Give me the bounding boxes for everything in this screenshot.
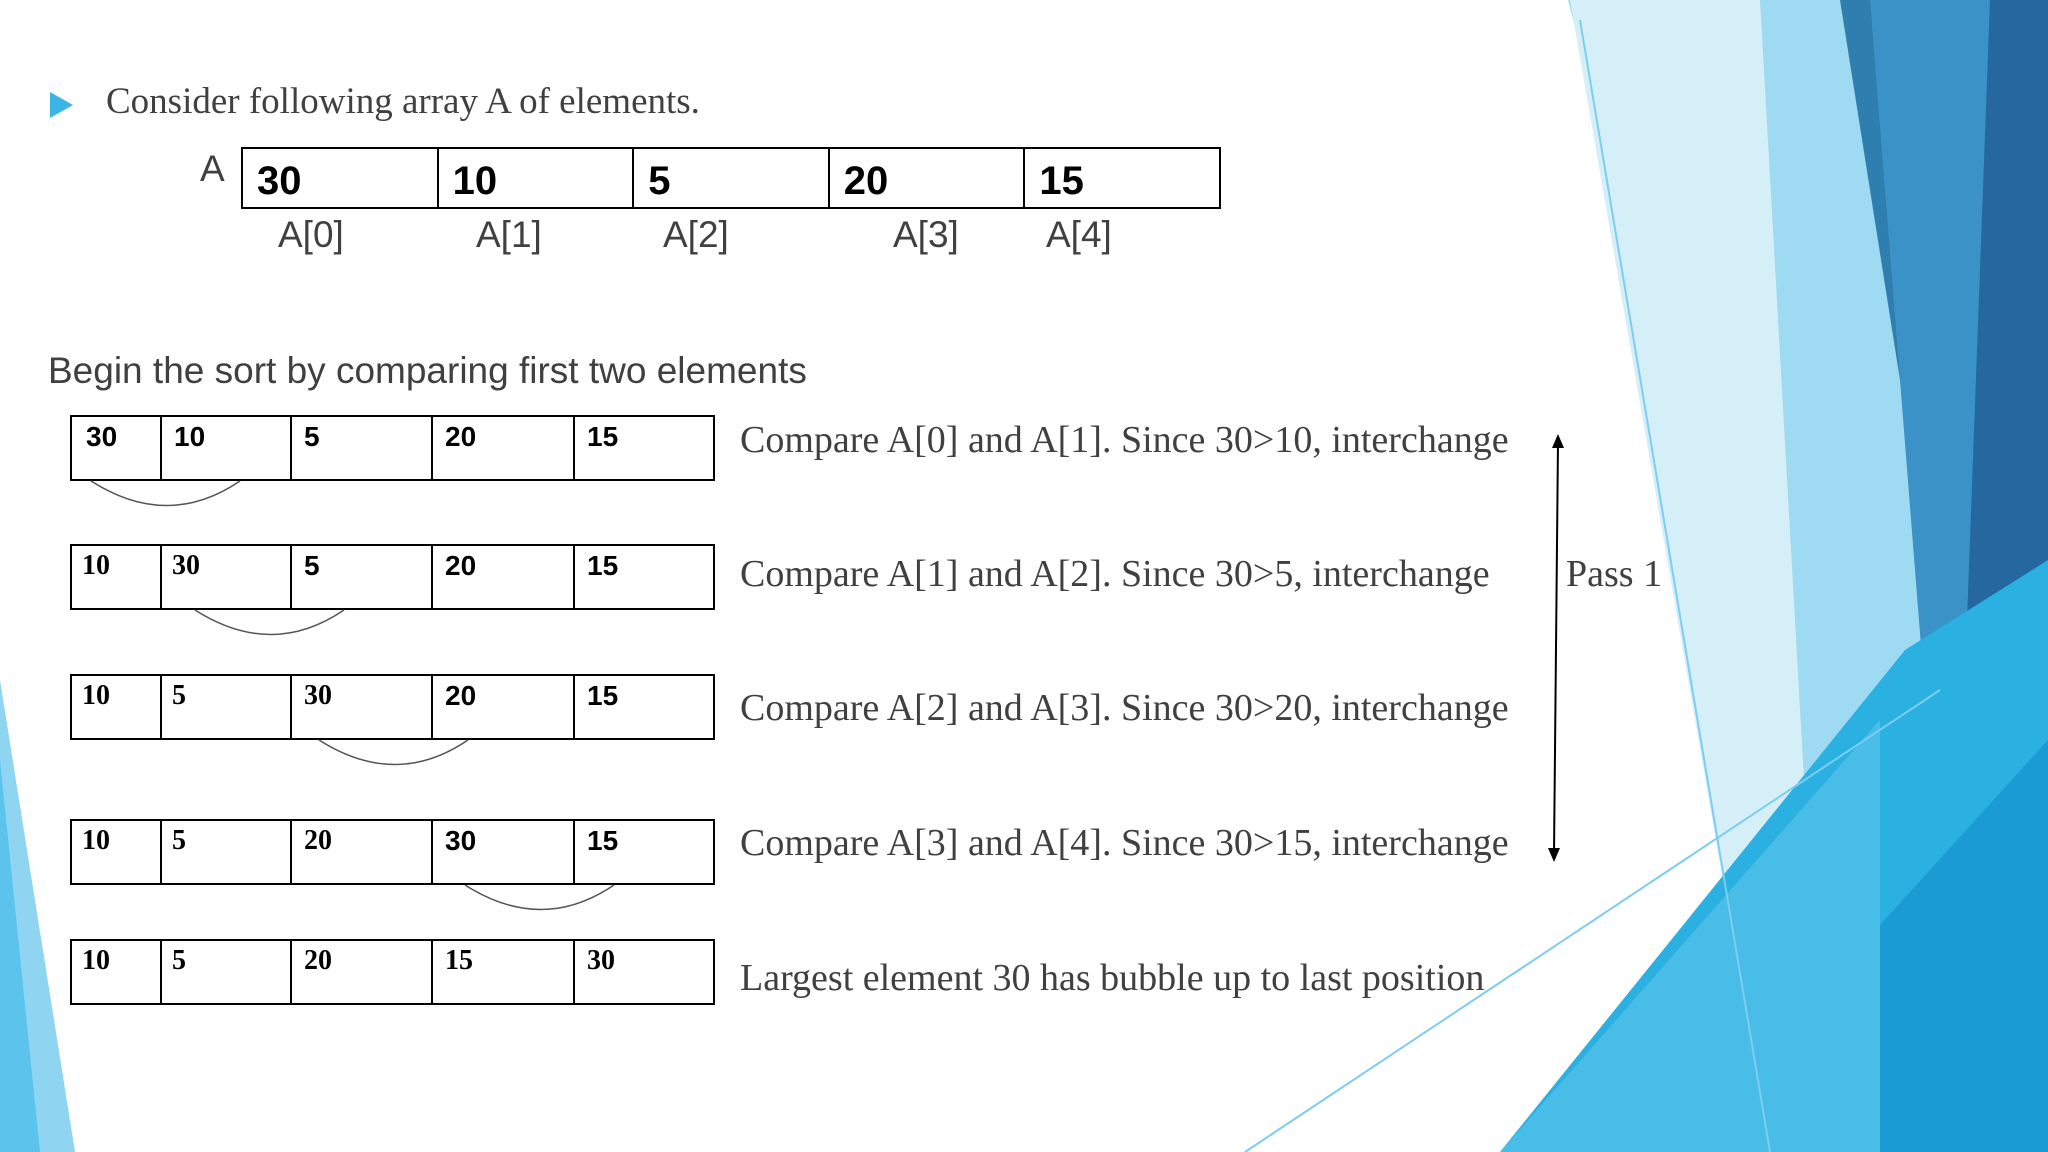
step-cell: 10 <box>160 417 290 479</box>
step-cell: 10 <box>82 945 110 976</box>
step-array-1 <box>70 415 715 481</box>
step-cell: 30 <box>431 821 573 883</box>
pass-double-arrow-icon <box>1538 430 1578 866</box>
index-label: A[2] <box>663 214 729 255</box>
step-cell: 20 <box>431 676 573 738</box>
step-description: Compare A[0] and A[1]. Since 30>10, interchange <box>740 419 1509 461</box>
intro-text: Consider following array A of elements. <box>106 81 700 122</box>
comparison-arc <box>462 882 622 918</box>
step-cell: 5 <box>160 941 290 1003</box>
step-cell: 15 <box>573 546 713 608</box>
step-cell: 30 <box>86 421 118 452</box>
step-cell: 5 <box>160 676 290 738</box>
step-cell: 5 <box>160 821 290 883</box>
array-cell: 30 <box>257 159 302 203</box>
array-cell: 5 <box>632 149 828 207</box>
step-cell: 20 <box>290 821 431 883</box>
step-description: Compare A[2] and A[3]. Since 30>20, interchange <box>740 687 1509 729</box>
step-cell: 15 <box>431 941 573 1003</box>
step-cell: 30 <box>290 676 431 738</box>
step-array-2 <box>70 544 715 610</box>
step-description: Largest element 30 has bubble up to last position <box>740 957 1485 999</box>
step-array-4 <box>70 819 715 885</box>
step-cell: 5 <box>290 546 431 608</box>
step-cell: 15 <box>573 417 713 479</box>
array-cell: 15 <box>1023 149 1219 207</box>
step-cell: 5 <box>290 417 431 479</box>
step-cell: 10 <box>82 550 110 581</box>
comparison-arc <box>192 607 352 643</box>
array-label: A <box>200 148 225 189</box>
step-cell: 30 <box>573 941 713 1003</box>
comparison-arc <box>316 737 476 773</box>
step-cell: 10 <box>82 680 110 711</box>
step-cell: 30 <box>160 546 290 608</box>
index-label: A[1] <box>476 214 542 255</box>
pass-label: Pass 1 <box>1566 553 1663 595</box>
step-cell: 20 <box>431 546 573 608</box>
index-label: A[4] <box>1046 214 1112 255</box>
step-cell: 15 <box>573 821 713 883</box>
step-cell: 10 <box>82 825 110 856</box>
index-label: A[0] <box>278 214 344 255</box>
index-label: A[3] <box>893 214 959 255</box>
array-cell: 10 <box>437 149 633 207</box>
bullet-arrow-icon <box>50 92 73 118</box>
comparison-arc <box>88 478 248 514</box>
step-description: Compare A[1] and A[2]. Since 30>5, interchange <box>740 553 1490 595</box>
step-cell: 20 <box>290 941 431 1003</box>
step-cell: 20 <box>431 417 573 479</box>
main-array <box>241 147 1221 209</box>
section-heading: Begin the sort by comparing first two elements <box>48 350 807 391</box>
step-cell: 15 <box>573 676 713 738</box>
step-description: Compare A[3] and A[4]. Since 30>15, interchange <box>740 822 1509 864</box>
array-cell: 20 <box>828 149 1024 207</box>
step-array-5 <box>70 939 715 1005</box>
step-array-3 <box>70 674 715 740</box>
